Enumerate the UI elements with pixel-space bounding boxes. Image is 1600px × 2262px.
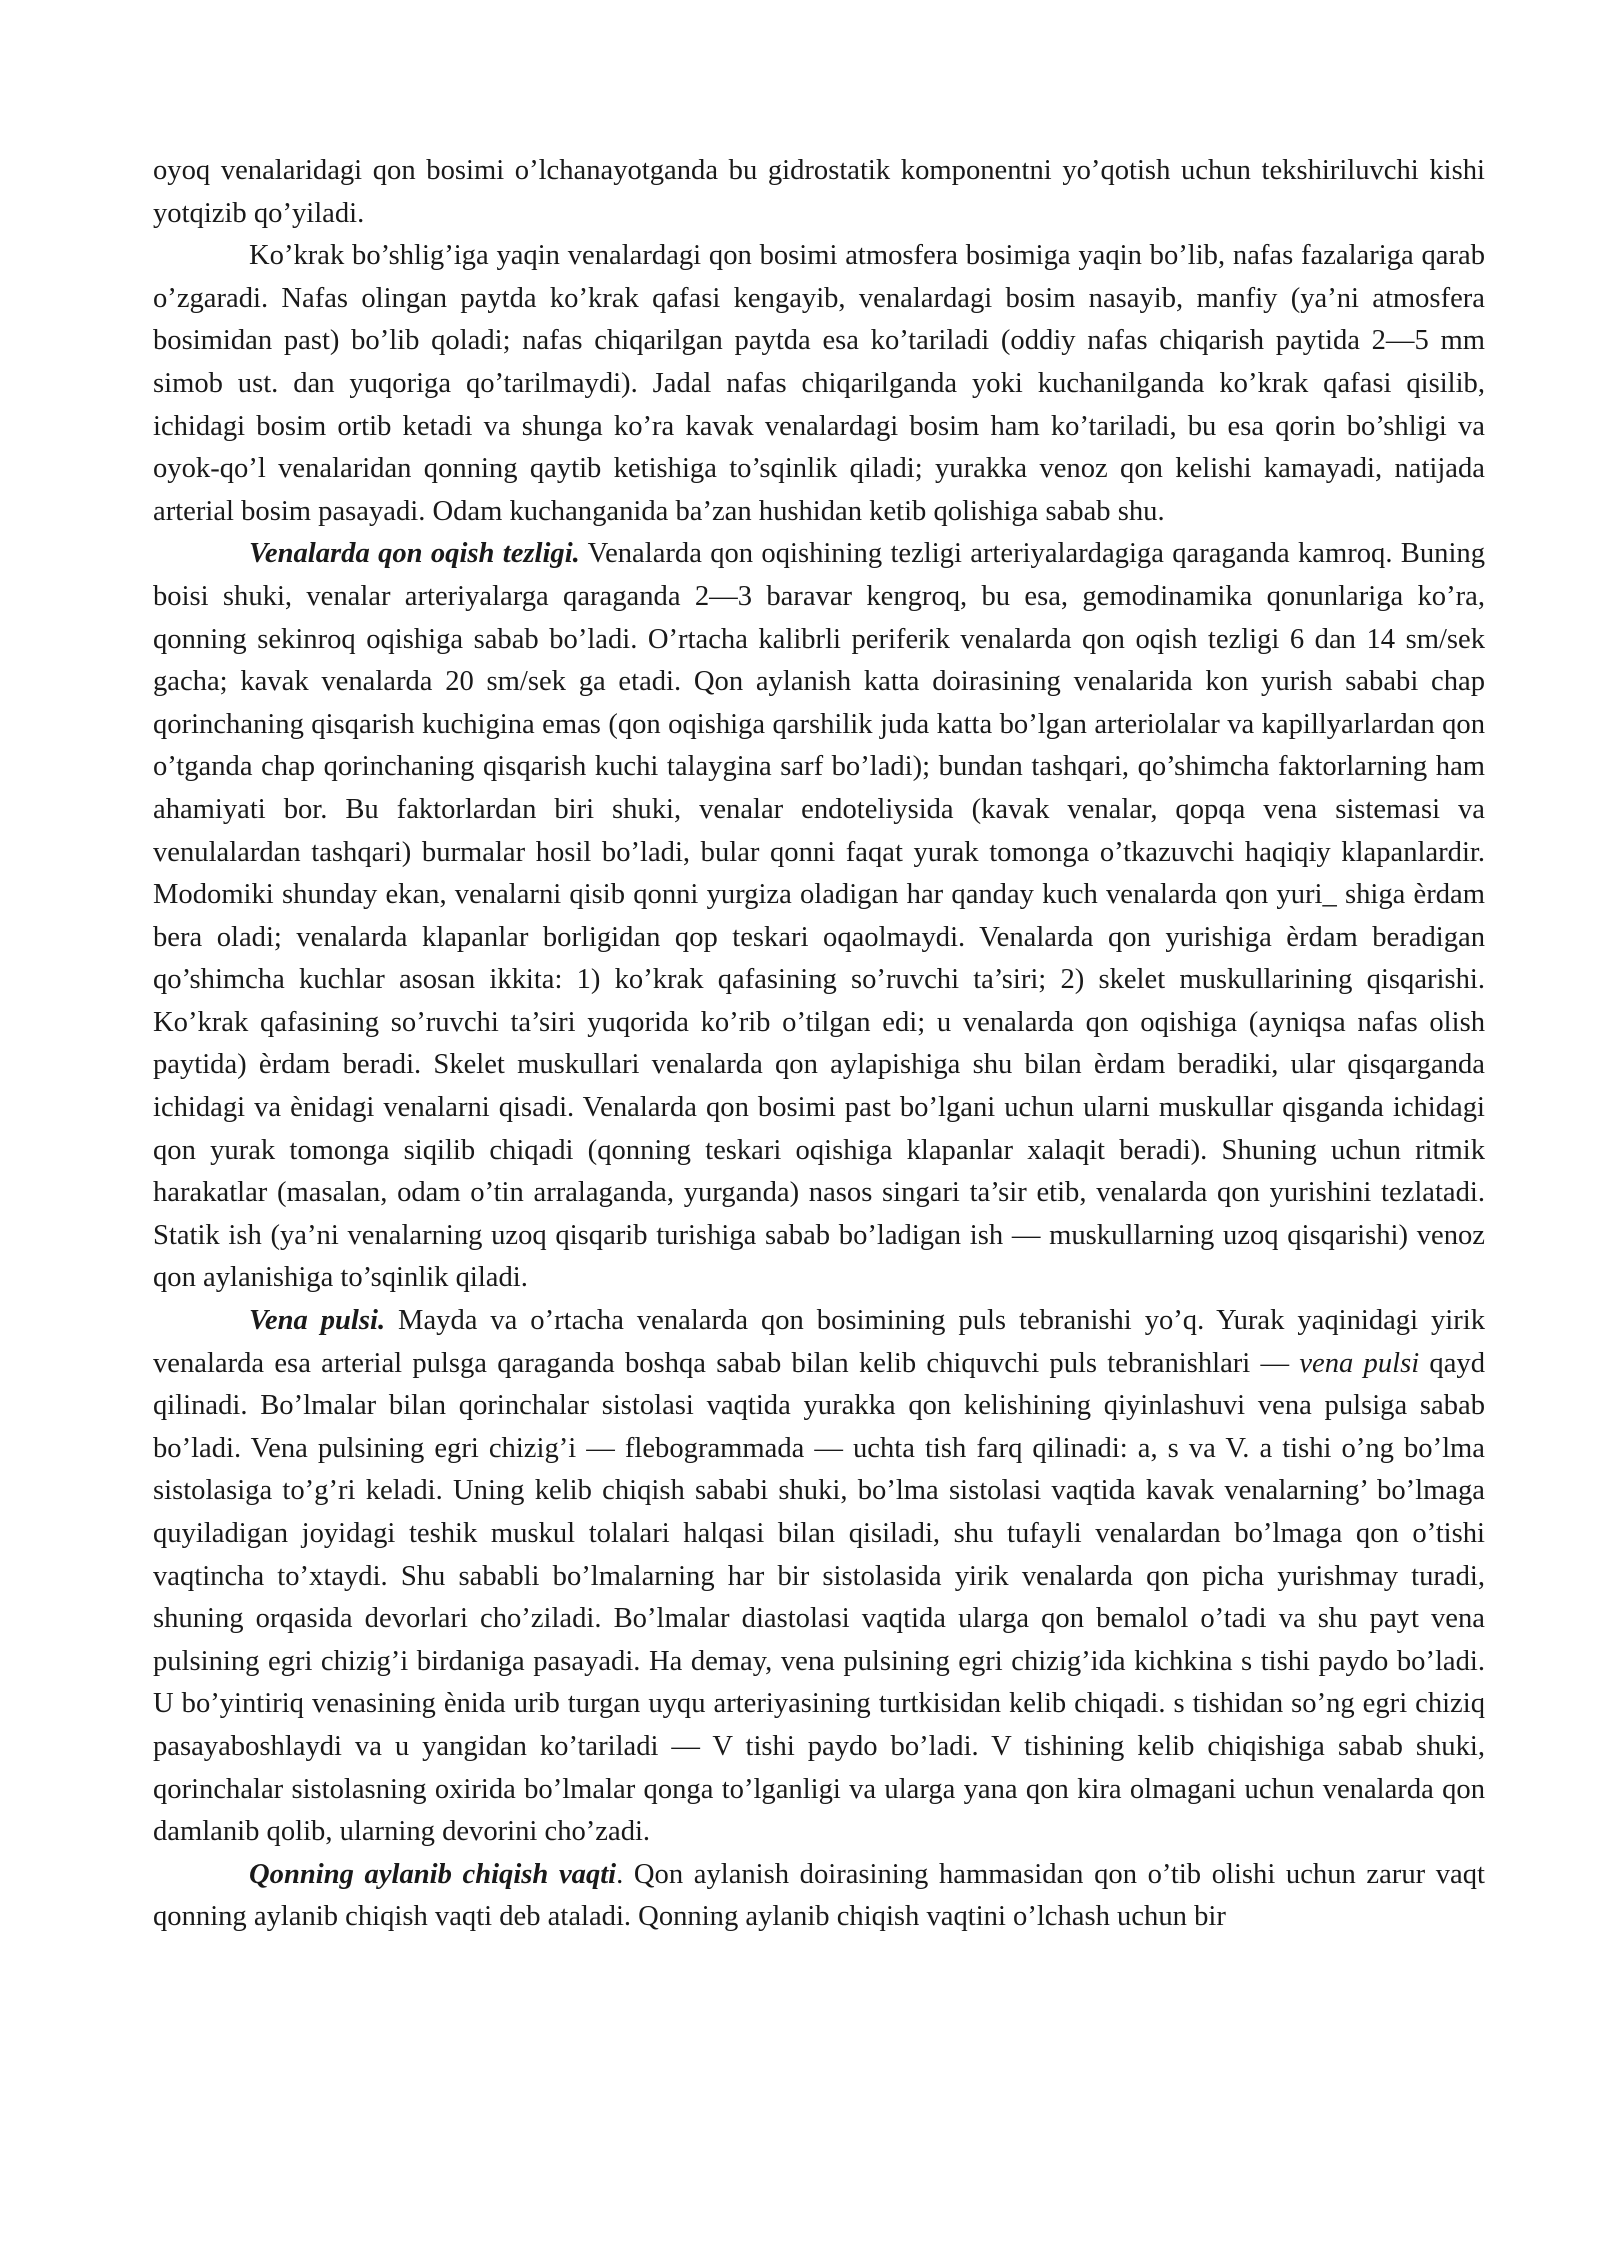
- paragraph-qon-oqish-tezligi: [153, 533, 1485, 1300]
- paragraph-text: Ko’krak bo’shlig’iga yaqin venalardagi qon bosimi atmosfera bosimiga yaqin bo’lib, nafas fazalariga qarab o’zgaradi. Nafas olingan paytda ko’krak qafasi kengayib, venalardagi bosim nasayib, manfiy (ya’ni atmosfera bosimidan past) bo’lib qoladi; nafas chiqarilgan paytda esa ko’tariladi (oddiy nafas chiqarish paytida 2—5 mm simob ust. dan yuqoriga qo’tarilmaydi). Jadal nafas chiqarilganda yoki kuchanilganda ko’krak qafasi qisilib, ichidagi bosim ortib ketadi va shunga ko’ra kavak venalardagi bosim ham ko’tariladi, bu esa qorin bo’shligi va oyok-qo’l venalaridan qonning qaytib ketishiga to’sqinlik qiladi; yurakka venoz qon kelishi kamayadi, natijada arterial bosim pasayadi. Odam kuchanganida ba’zan hushidan ketib qolishiga sabab shu.: [153, 240, 1485, 527]
- paragraph-aylanib-chiqish-vaqti: [153, 1854, 1485, 1939]
- paragraph-nafas-bosim: [153, 235, 1485, 533]
- paragraph-vena-pulsi: [153, 1300, 1485, 1854]
- paragraph-text: Mayda va o’rtacha venalarda qon bosimining puls tebranishi yo’q. Yurak yaqinidagi yirik venalarda esa arterial pulsga qaraganda boshqa sabab bilan kelib chiquvchi puls tebranishlari —: [153, 1305, 1485, 1379]
- italic-term: vena pulsi: [1299, 1347, 1420, 1379]
- section-heading: Vena pulsi.: [249, 1305, 386, 1337]
- section-heading: Qonning aylanib chiqish vaqti: [249, 1858, 617, 1890]
- paragraph-gidrostatik: [153, 150, 1485, 235]
- paragraph-text: oyoq venalaridagi qon bosimi o’lchanayotganda bu gidrostatik komponentni yo’qotish uchun tekshiriluvchi kishi yotqizib qo’yiladi.: [153, 155, 1485, 229]
- paragraph-text: . Qon aylanish doirasining hammasidan qon o’tib olishi uchun zarur vaqt qonning aylanib chiqish vaqti deb ataladi. Qonning aylanib chiqish vaqtini o’lchash uchun bir: [153, 1858, 1485, 1933]
- section-heading: Venalarda qon oqish tezligi.: [249, 538, 580, 570]
- paragraph-text: Venalarda qon oqishining tezligi arteriyalardagiga qaraganda kamroq. Buning boisi shuki, venalar arteriyalarga qaraganda 2—3 baravar kengroq, bu esa, gemodinamika qonunlariga ko’ra, qonning sekinroq oqishiga sabab bo’ladi. O’rtacha kalibrli periferik venalarda qon oqish tezligi 6 dan 14 sm/sek gacha; kavak venalarda 20 sm/sek ga etadi. Qon aylanish katta doirasining venalarida kon yurish sababi chap qorinchaning qisqarish kuchigina emas (qon oqishiga qarshilik juda katta bo’lgan arteriolalar va kapillyarlardan qon o’tganda chap qorinchaning qisqarish kuchi talaygina sarf bo’ladi); bundan tashqari, qo’shimcha faktorlarning ham ahamiyati bor. Bu faktorlardan biri shuki, venalar endoteliysida (kavak venalar, qopqa vena sistemasi va venulalardan tashqari) burmalar hosil bo’ladi, bular qonni faqat yurak tomonga o’tkazuvchi haqiqiy klapanlardir. Modomiki shunday ekan, venalarni qisib qonni yurgiza oladigan har qanday kuch venalarda qon yuri_ shiga èrdam bera oladi; venalarda klapanlar borligidan qop teskari oqaolmaydi. Venalarda qon yurishiga èrdam beradigan qo’shimcha kuchlar asosan ikkita: 1) ko’krak qafasining so’ruvchi ta’siri; 2) skelet muskullarining qisqarishi. Ko’krak qafasining so’ruvchi ta’siri yuqorida ko’rib o’tilgan edi; u venalarda qon oqishiga (ayniqsa nafas olish paytida) èrdam beradi. Skelet muskullari venalarda qon aylapishiga shu bilan èrdam beradiki, ular qisqarganda ichidagi va ènidagi venalarni qisadi. Venalarda qon bosimi past bo’lgani uchun ularni muskullar qisganda ichidagi qon yurak tomonga siqilib chiqadi (qonning teskari oqishiga klapanlar xalaqit beradi). Shuning uchun ritmik harakatlar (masalan, odam o’tin arralaganda, yurganda) nasos singari ta’sir etib, venalarda qon yurishini tezlatadi. Statik ish (ya’ni venalarning uzoq qisqarib turishiga sabab bo’ladigan ish — muskullarning uzoq qisqarishi) venoz qon aylanishiga to’sqinlik qiladi.: [153, 538, 1485, 1294]
- paragraph-text: qayd qilinadi. Bo’lmalar bilan qorinchalar sistolasi vaqtida yurakka qon kelishining qiyinlashuvi vena pulsiga sabab bo’ladi. Vena pulsining egri chizig’i — flebogrammada — uchta tish farq qilinadi: a, s va V. a tishi o’ng bo’lma sistolasiga to’g’ri keladi. Uning kelib chiqish sababi shuki, bo’lma sistolasi vaqtida kavak venalarning’ bo’lmaga quyiladigan joyidagi teshik muskul tolalari halqasi bilan qisiladi, shu tufayli venalardan bo’lmaga qon o’tishi vaqtincha to’xtaydi. Shu sababli bo’lmalarning har bir sistolasida yirik venalarda qon picha yurishmay turadi, shuning orqasida devorlari cho’ziladi. Bo’lmalar diastolasi vaqtida ularga qon bemalol o’tadi va shu payt vena pulsining egri chizig’i birdaniga pasayadi. Ha demay, vena pulsining egri chizig’ida kichkina s tishi paydo bo’ladi. U bo’yintiriq venasining ènida urib turgan uyqu arteriyasining turtkisidan kelib chiqadi. s tishidan so’ng egri chiziq pasayaboshlaydi va u yangidan ko’tariladi — V tishi paydo bo’ladi. V tishining kelib chiqishiga sabab shuki, qorinchalar sistolasning oxirida bo’lmalar qonga to’lganligi va ularga yana qon kira olmagani uchun venalarda qon damlanib qolib, ularning devorini cho’zadi.: [153, 1347, 1485, 1848]
